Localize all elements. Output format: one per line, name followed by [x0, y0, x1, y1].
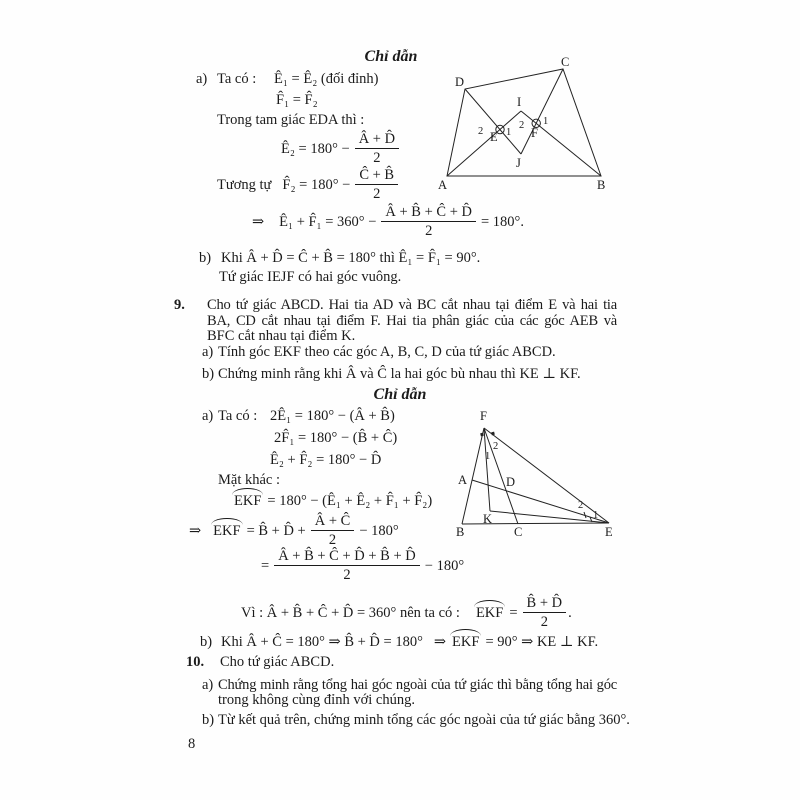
- vertex-label-B: B: [597, 178, 606, 192]
- sol8-eq-sum-rhs: = 180°.: [480, 213, 524, 230]
- vertex-label-F: F: [480, 409, 487, 423]
- implies-arrow: ⇒: [252, 213, 265, 230]
- vertex-label-B: B: [456, 525, 465, 539]
- vertex-label-E: E: [490, 130, 498, 144]
- angle-label-E1: 1: [593, 510, 599, 521]
- vertex-label-D: D: [506, 475, 516, 489]
- equals-sign: =: [509, 604, 518, 621]
- sol8-a-label: a): [196, 71, 208, 87]
- vertex-label-J: J: [516, 156, 521, 170]
- sol8-b-text: Khi Â + D̂ = Ĉ + B̂ = 180° thì Ê₁ = F̂₁ = 90°.: [221, 250, 481, 266]
- angle-label-F1: 1: [543, 116, 549, 127]
- angle-label-F2: 2: [519, 120, 525, 131]
- vertex-label-E: E: [605, 525, 613, 539]
- vertex-label-A: A: [458, 473, 468, 487]
- sol9-matkhac: Mặt khác :: [218, 472, 281, 488]
- fraction-numerator: Ĉ + B̂: [355, 167, 398, 185]
- problem-10a-line2: trong không cùng đỉnh với chúng.: [218, 692, 415, 708]
- sol8-eq-e2: [281, 131, 399, 166]
- problem-9a-text: Tính góc EKF theo các góc A, B, C, D của tứ giác ABCD.: [218, 344, 556, 360]
- angle-label-E1: 1: [506, 127, 512, 138]
- line-F-E: [484, 428, 609, 523]
- problem-10b-label: b): [202, 712, 215, 728]
- widehat-ekf: EKF: [213, 522, 241, 539]
- sol8-taco: Ta có :: [217, 71, 257, 87]
- fraction: [355, 131, 399, 166]
- sol9-eq5-mid: = B̂ + D̂ +: [246, 522, 306, 539]
- problem-9-line1: Cho tứ giác ABCD. Hai tia AD và BC cắt nhau tại điểm E và hai tia: [207, 297, 617, 313]
- vertex-label-C: C: [514, 525, 523, 539]
- sol9-eq3: Ê₂ + F̂₂ = 180° − D̂: [270, 452, 382, 468]
- sol9-eq5: [189, 513, 399, 548]
- problem-9b-label: b): [202, 366, 215, 382]
- sol9-b-part1: Khi Â + Ĉ = 180° ⇒ B̂ + D̂ = 180°: [221, 634, 423, 650]
- angle-label-E2: 2: [478, 126, 484, 137]
- fraction-numerator: B̂ + D̂: [523, 595, 567, 613]
- problem-9-number: 9.: [174, 297, 185, 313]
- sol8-b-label: b): [199, 250, 212, 266]
- sol9-b-part2: = 90° ⇒ KE ⊥ KF.: [485, 634, 599, 650]
- fraction-denominator: 2: [373, 186, 381, 203]
- problem-10a-label: a): [202, 677, 214, 693]
- sol9-eq6: [261, 548, 464, 583]
- fraction-denominator: 2: [343, 567, 351, 584]
- line-D-J: [465, 89, 521, 154]
- fraction: [355, 167, 398, 202]
- vertex-label-K: K: [483, 512, 493, 526]
- vertex-label-A: A: [438, 178, 448, 192]
- fraction-numerator: Â + Ĉ: [311, 513, 355, 531]
- sol9-a-label: a): [202, 408, 214, 424]
- fraction: [381, 204, 476, 239]
- fraction-numerator: Â + B̂ + Ĉ + D̂ + B̂ + D̂: [274, 548, 420, 566]
- problem-10a-line1: Chứng minh rằng tổng hai góc ngoài của tứ giác thì bằng tổng hai góc: [218, 677, 617, 693]
- sol8-eq-f: F̂₁ = F̂₂: [276, 92, 318, 108]
- vertex-label-C: C: [561, 56, 570, 69]
- vertex-label-I: I: [517, 95, 522, 109]
- sol9-eq2: 2F̂₁ = 180° − (B̂ + Ĉ): [274, 430, 398, 446]
- sol9-minus-180: − 180°: [424, 557, 465, 574]
- sol9-vi-text: Vì : Â + B̂ + Ĉ + D̂ = 360° nên ta có :: [241, 604, 460, 621]
- figure-triangle-BFE-bisectors-K: [438, 402, 633, 542]
- sol8-eq-sum: [252, 204, 524, 239]
- angle-label-F2: 2: [493, 441, 499, 452]
- equals-sign: =: [261, 557, 270, 574]
- sol8-tuongtu: Tương tự: [217, 176, 272, 193]
- line-F-K-bisector: [484, 428, 490, 511]
- figure-quadrilateral-ABCD-IEJF: [433, 56, 628, 196]
- widehat-ekf: EKF: [452, 634, 480, 650]
- page-number: 8: [188, 736, 196, 752]
- sol8-triangle-note: Trong tam giác EDA thì :: [217, 112, 365, 128]
- heading-chi-dan-2: Chỉ dẫn: [373, 386, 427, 403]
- sol9-b-row: [221, 633, 598, 651]
- sol9-eq4-rest: = 180° − (Ê₁ + Ê₂ + F̂₁ + F̂₂): [267, 493, 433, 509]
- problem-9-line3: BFC cắt nhau tại điểm K.: [207, 328, 356, 344]
- angle-mark-F-right: [491, 432, 495, 436]
- problem-9a-label: a): [202, 344, 214, 360]
- sol9-eq4: [233, 492, 432, 510]
- widehat-ekf: EKF: [234, 493, 262, 509]
- problem-10b-text: Từ kết quả trên, chứng minh tổng các góc ngoài của tứ giác bằng 360°.: [218, 712, 630, 728]
- fraction-numerator: Â + B̂ + Ĉ + D̂: [381, 204, 476, 222]
- sol9-vi-row: [241, 595, 572, 630]
- widehat-ekf: EKF: [475, 604, 504, 621]
- sol8-eq-f2-lhs: F̂₂ = 180° −: [282, 176, 351, 193]
- vertex-label-D: D: [455, 75, 465, 89]
- fraction: [274, 548, 420, 583]
- angle-label-E2: 2: [578, 500, 584, 511]
- implies-arrow: ⇒: [189, 522, 202, 539]
- heading-chi-dan-1: Chỉ dẫn: [364, 48, 418, 65]
- sol9-minus-180: − 180°: [359, 522, 399, 539]
- sol9-b-label: b): [200, 634, 213, 650]
- line-C-J: [521, 69, 563, 154]
- problem-9b-text: Chứng minh rằng khi Â và Ĉ la hai góc bù nhau thì KE ⊥ KF.: [218, 366, 581, 382]
- fraction: [523, 595, 567, 630]
- sol8-eq-e2-lhs: Ê₂ = 180° −: [281, 140, 350, 157]
- sol8-b-text2: Tứ giác IEJF có hai góc vuông.: [219, 269, 402, 285]
- fraction-denominator: 2: [328, 532, 337, 549]
- angle-label-F1: 1: [485, 451, 491, 462]
- sol8-eq-vertical-angles: Ê₁ = Ê₂ (đối đỉnh): [274, 71, 379, 87]
- fraction-denominator: 2: [425, 223, 433, 240]
- implies-arrow: ⇒: [433, 634, 447, 650]
- sol8-eq-f2: [217, 167, 398, 202]
- fraction-denominator: 2: [540, 614, 548, 631]
- vertex-label-F: F: [531, 126, 538, 140]
- problem-10-number: 10.: [186, 654, 205, 670]
- fraction: [311, 513, 355, 548]
- sol9-taco: Ta có :: [218, 408, 258, 424]
- fraction-numerator: Â + D̂: [355, 131, 399, 149]
- problem-10-intro: Cho tứ giác ABCD.: [220, 654, 335, 670]
- sol8-eq-sum-lhs: Ê₁ + F̂₁ = 360° −: [279, 213, 377, 230]
- sol9-eq1: 2Ê₁ = 180° − (Â + B̂): [270, 408, 395, 424]
- period: .: [568, 604, 572, 621]
- fraction-denominator: 2: [373, 150, 381, 167]
- problem-9-line2: BA, CD cắt nhau tại điểm F. Hai tia phân giác của các góc AEB và: [207, 313, 617, 329]
